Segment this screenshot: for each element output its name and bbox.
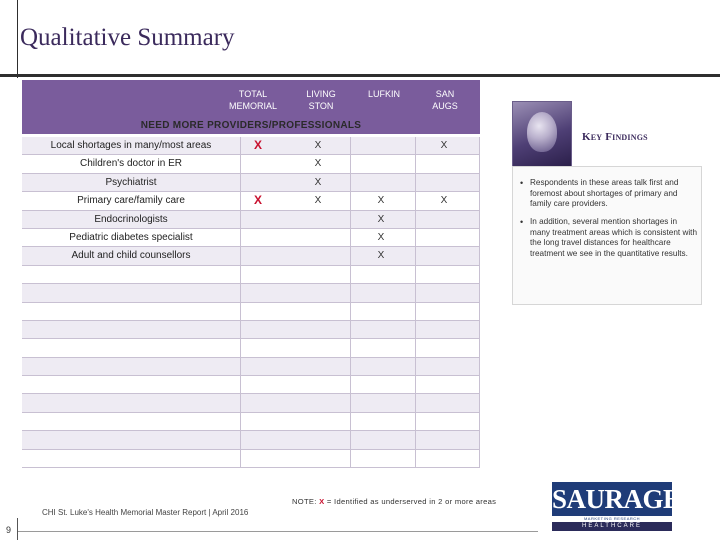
table-row xyxy=(22,137,480,155)
row-label: Local shortages in many/most areas xyxy=(50,140,212,151)
table-row xyxy=(22,211,480,229)
empty-table-row xyxy=(22,321,480,339)
summary-table xyxy=(22,137,480,468)
empty-table-row xyxy=(22,266,480,284)
footer-rule xyxy=(18,531,538,532)
table-cell: X xyxy=(314,158,322,170)
row-label: Pediatric diabetes specialist xyxy=(69,231,193,243)
underserved-mark: X xyxy=(253,138,262,152)
row-label: Endocrinologists xyxy=(94,213,168,225)
row-label: Psychiatrist xyxy=(105,176,157,188)
footer-source: CHI St. Luke's Health Memorial Master Report | April 2016 xyxy=(42,508,249,517)
table-row xyxy=(22,155,480,173)
column-divider xyxy=(479,137,480,468)
empty-table-row xyxy=(22,376,480,394)
footer-left-rule xyxy=(17,518,18,540)
column-header-san-augustine: SAN AUGS xyxy=(432,89,458,111)
underserved-mark: X xyxy=(253,193,262,208)
table-cell: X xyxy=(377,250,385,262)
key-findings-title: Key Findings xyxy=(582,131,648,143)
empty-table-row xyxy=(22,450,480,468)
logo-wordmark: SAURAGE xyxy=(552,484,681,514)
table-row xyxy=(22,229,480,247)
empty-table-row xyxy=(22,303,480,321)
page-title: Qualitative Summary xyxy=(20,24,235,51)
table-cell: X xyxy=(440,140,448,151)
table-cell: X xyxy=(314,195,322,207)
row-label: Children's doctor in ER xyxy=(80,158,182,170)
empty-table-row xyxy=(22,394,480,412)
legend-note: NOTE: X = Identified as underserved in 2 or more areas xyxy=(292,497,497,506)
title-underline xyxy=(0,74,720,77)
decorative-photo xyxy=(512,101,572,167)
table-cell: X xyxy=(377,195,385,207)
table-row xyxy=(22,174,480,192)
title-left-rule xyxy=(17,0,18,78)
bullet-dot-icon: • xyxy=(520,178,524,188)
section-title: NEED MORE PROVIDERS/PROFESSIONALS xyxy=(140,120,362,131)
table-cell: X xyxy=(314,140,322,151)
logo-tagline: MARKETING RESEARCH xyxy=(583,516,641,521)
empty-table-row xyxy=(22,413,480,431)
column-header-lufkin: LUFKIN xyxy=(367,89,400,99)
column-header-total-memorial: TOTAL MEMORIAL xyxy=(228,89,277,111)
column-divider xyxy=(415,137,416,468)
logo-division: HEALTHCARE xyxy=(552,522,672,531)
empty-table-row xyxy=(22,284,480,302)
column-divider xyxy=(350,137,351,468)
row-label: Primary care/family care xyxy=(77,195,185,207)
table-cell: X xyxy=(440,195,448,207)
empty-table-row xyxy=(22,358,480,376)
table-row xyxy=(22,192,480,210)
company-logo xyxy=(552,482,681,532)
row-label: Adult and child counsellors xyxy=(71,250,191,262)
page-number: 9 xyxy=(6,525,12,535)
table-row xyxy=(22,247,480,265)
column-header-livingston: LIVING STON xyxy=(306,89,336,111)
column-divider xyxy=(240,137,241,468)
table-cell: X xyxy=(377,213,385,225)
empty-table-row xyxy=(22,431,480,449)
table-cell: X xyxy=(377,231,385,243)
table-cell: X xyxy=(314,176,322,188)
key-finding-item: • Respondents in these areas talk first and foremost about shortages of primary and family care providers. xyxy=(520,178,679,208)
bullet-dot-icon: • xyxy=(520,217,524,227)
empty-table-row xyxy=(22,339,480,357)
key-finding-item: • In addition, several mention shortages in many treatment areas which is consistent with the long travel distances for healthcare treatment we see in the quantitative results. xyxy=(520,217,698,258)
